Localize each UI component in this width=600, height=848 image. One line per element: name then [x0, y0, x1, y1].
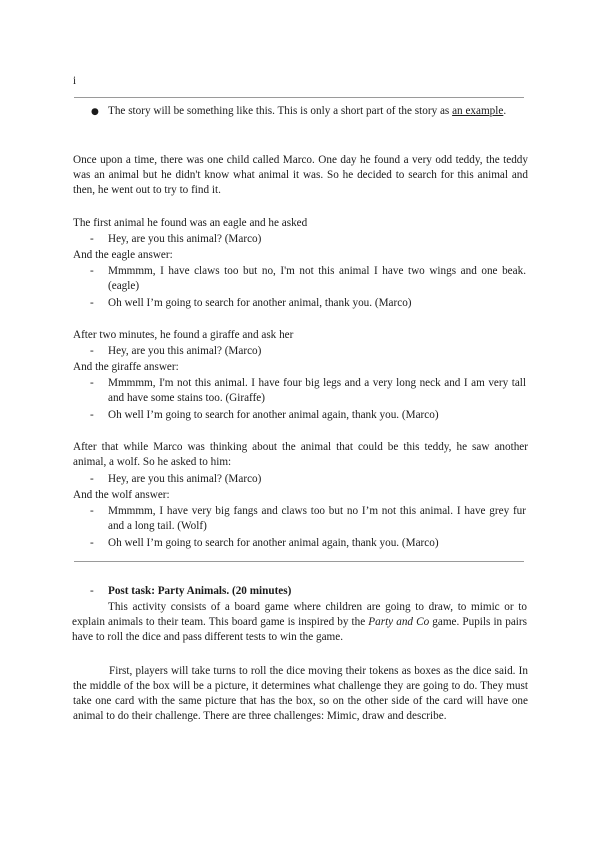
wolf-lead: After that while Marco was thinking about the animal that could be this teddy, he saw another animal, a wolf. So he asked to him:	[73, 441, 528, 468]
giraffe-answer-lead: And the giraffe answer:	[73, 361, 179, 373]
dash: -	[90, 233, 94, 245]
giraffe-reply: Oh well I’m going to search for another animal again, thank you. (Marco)	[108, 409, 439, 421]
story-intro-paragraph: Once upon a time, there was one child called Marco. One day he found a very odd teddy, the teddy was an animal but he didn't know what animal it was. So he decided to search for this animal and then, he went out to try to find it.	[73, 154, 528, 196]
eagle-answer: Mmmmm, I have claws too but no, I'm not this animal I have two wings and one beak. (eagle)	[108, 265, 526, 292]
post-task-paragraph-2: First, players will take turns to roll the dice moving their tokens as boxes as the dice said. In the middle of the box will be a picture, it determines what challenge they are going to do. They must take one card with the same picture that has the box, so on the other side of the card will have one animal to do their challenge. There are three challenges: Mimic, draw and describe.	[73, 665, 528, 722]
eagle-question: Hey, are you this animal? (Marco)	[108, 233, 262, 245]
dash: -	[90, 297, 94, 309]
wolf-answer-lead: And the wolf answer:	[73, 489, 170, 501]
post-task-heading: Post task: Party Animals. (20 minutes)	[108, 585, 292, 597]
eagle-reply: Oh well I’m going to search for another animal, thank you. (Marco)	[108, 297, 412, 309]
example-link[interactable]: an example	[452, 105, 504, 117]
bullet-dot: ●	[91, 107, 99, 117]
top-mark: i	[73, 75, 77, 87]
wolf-answer: Mmmmm, I have very big fangs and claws too but no I’m not this animal. I have grey fur and a long tail. (Wolf)	[108, 505, 526, 532]
dash: -	[90, 409, 94, 421]
dash: -	[90, 377, 94, 389]
eagle-lead: The first animal he found was an eagle and he asked	[73, 217, 308, 229]
top-divider	[74, 97, 524, 98]
giraffe-answer: Mmmmm, I'm not this animal. I have four big legs and a very long neck and I am very tall and have some stains too. (Giraffe)	[108, 377, 526, 404]
wolf-question: Hey, are you this animal? (Marco)	[108, 473, 262, 485]
dash: -	[90, 265, 94, 277]
intro-bullet-text: The story will be something like this. This is only a short part of the story as an example.	[108, 105, 507, 117]
dash: -	[90, 473, 94, 485]
dash: -	[90, 585, 94, 597]
bottom-divider	[74, 561, 524, 562]
dash: -	[90, 505, 94, 517]
post-task-paragraph-1: This activity consists of a board game where children are going to draw, to mimic or to explain animals to their team. This board game is inspired by the Party and Co game. Pupils in pairs have to roll the dice and pass different tests to win the game.	[72, 601, 527, 643]
giraffe-lead: After two minutes, he found a giraffe and ask her	[73, 329, 294, 341]
eagle-answer-lead: And the eagle answer:	[73, 249, 173, 261]
wolf-reply: Oh well I’m going to search for another animal again, thank you. (Marco)	[108, 537, 439, 549]
dash: -	[90, 345, 94, 357]
giraffe-question: Hey, are you this animal? (Marco)	[108, 345, 262, 357]
dash: -	[90, 537, 94, 549]
